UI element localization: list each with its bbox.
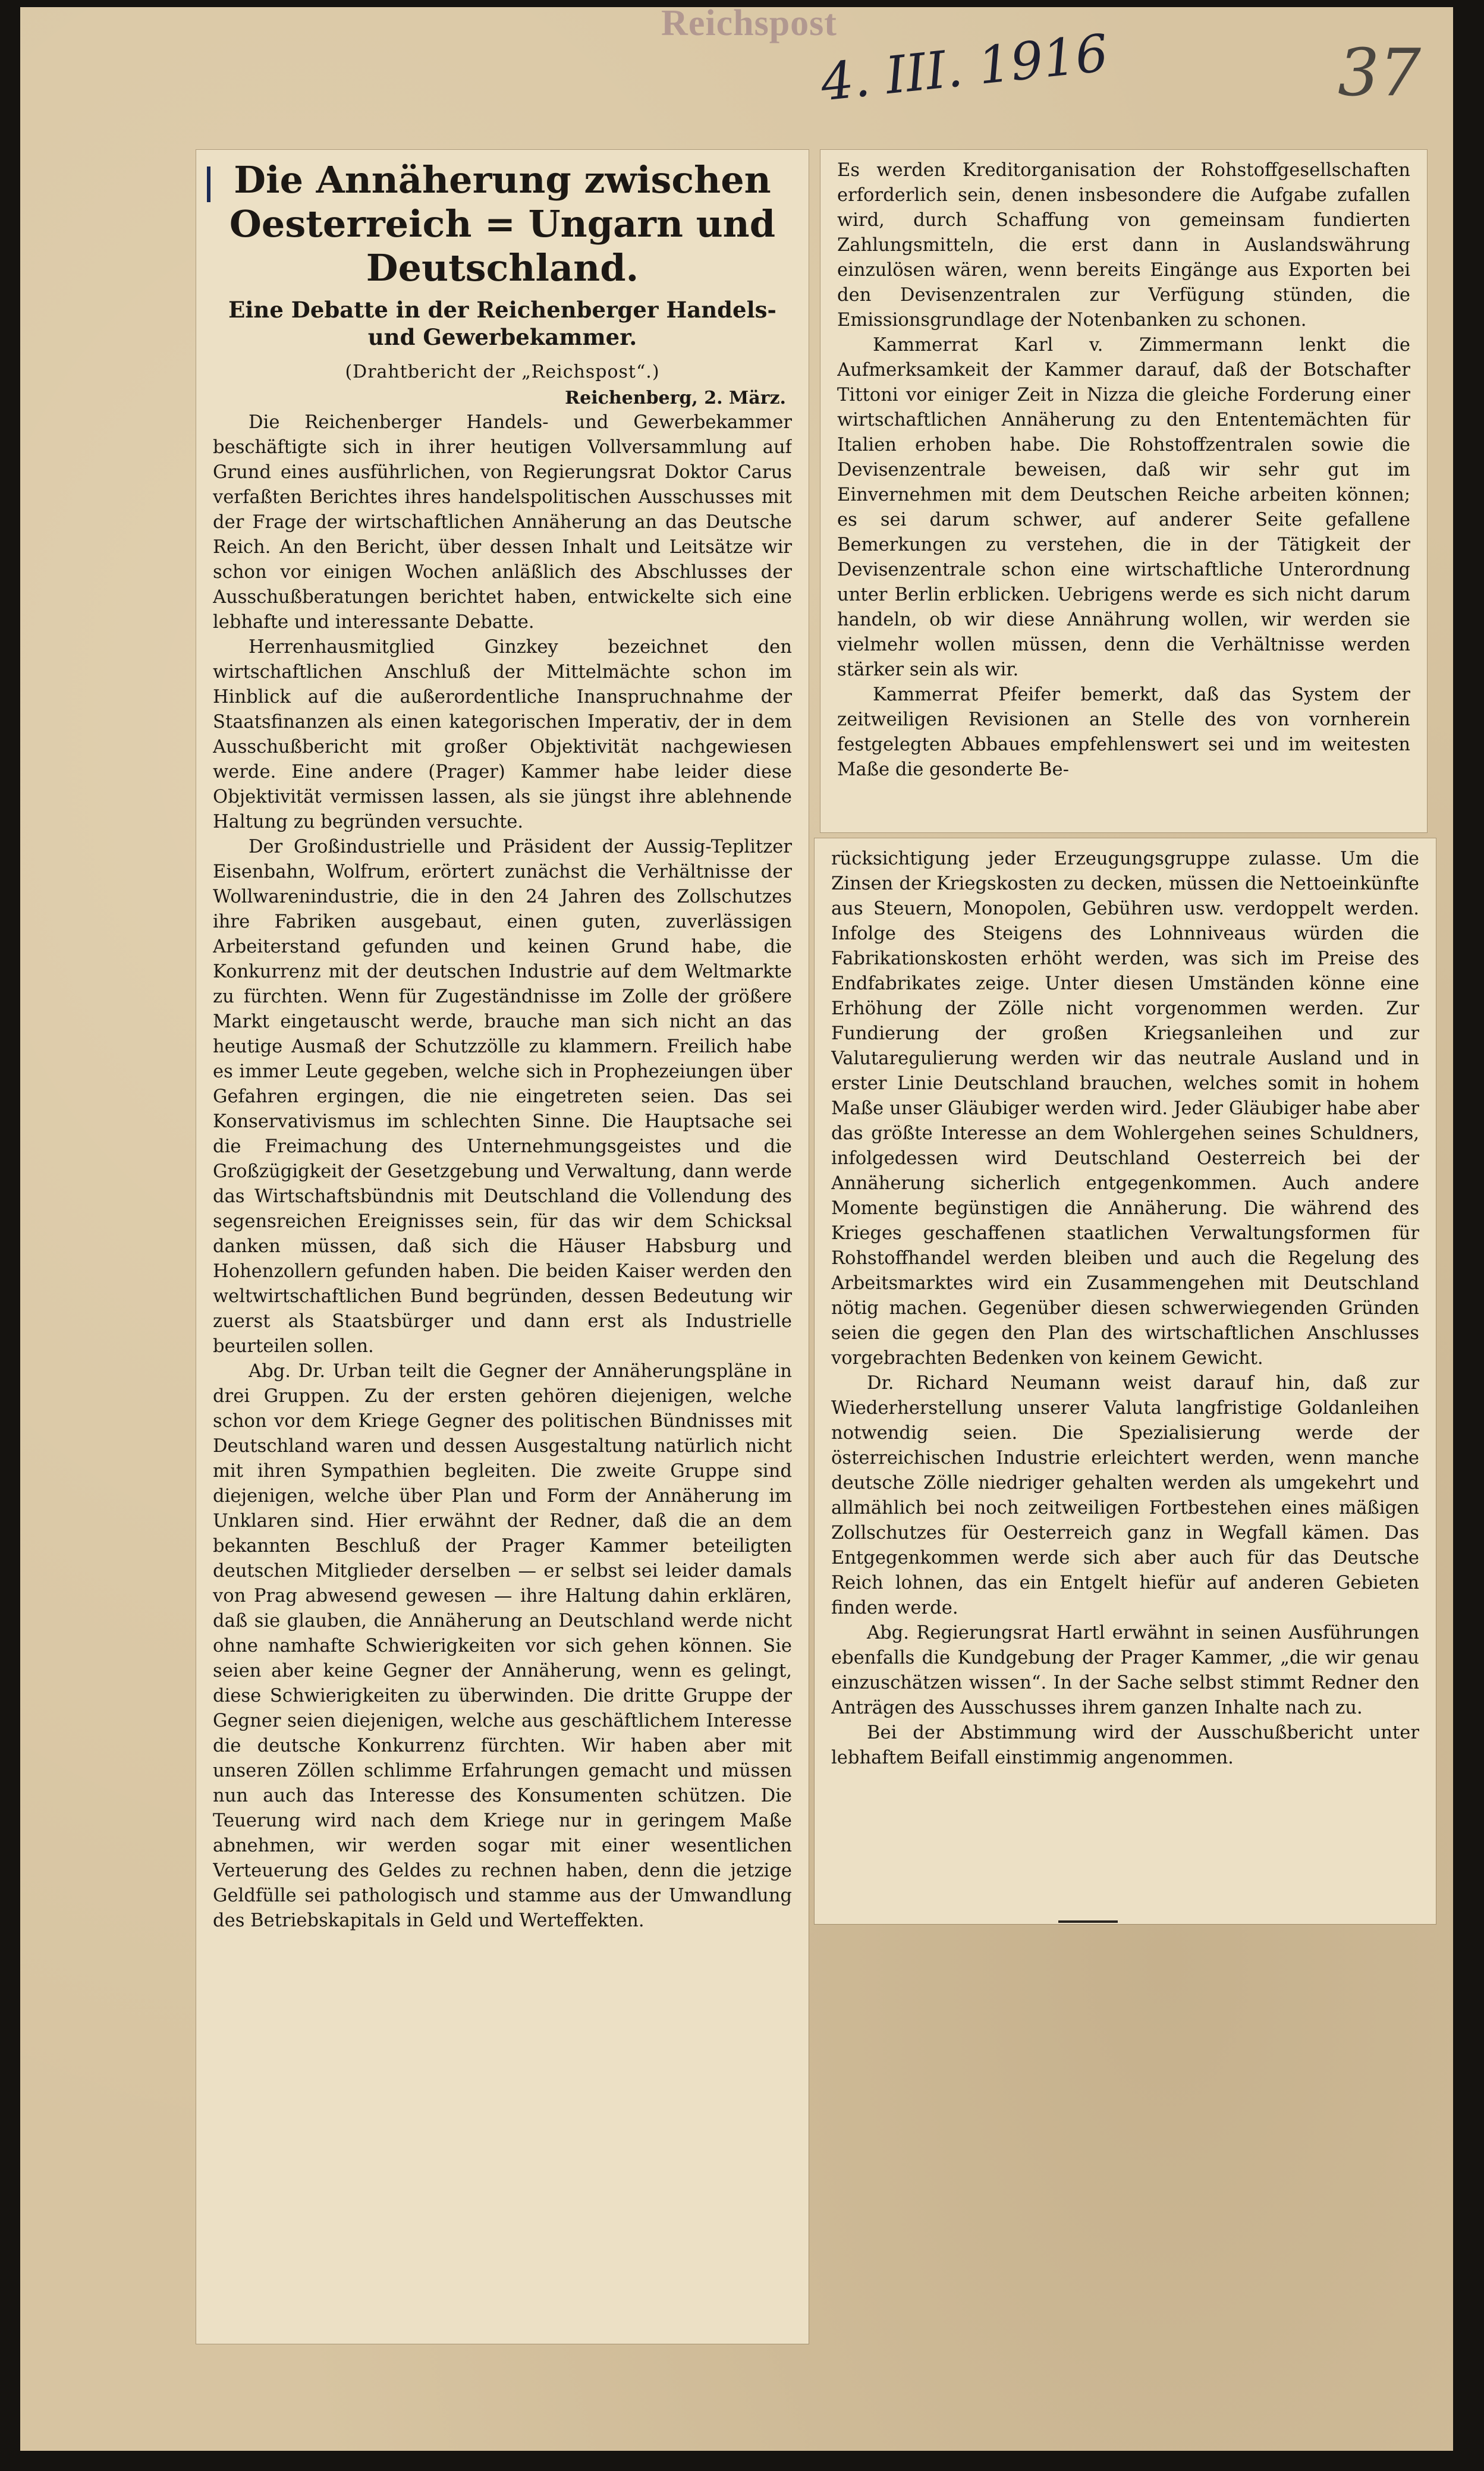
- article-headline: Die Annäherung zwischen Oesterreich = Ungarn und Deutschland.: [229, 158, 776, 290]
- dateline: Reichenberg, 2. März.: [565, 388, 786, 408]
- wire-note: (Drahtbericht der „Reichspost“.): [345, 361, 660, 382]
- paragraph: rücksichtigung jeder Erzeugungsgruppe zulasse. Um die Zinsen der Kriegskosten zu decken, müssen die Nettoeinkünfte aus Steuern, Monopolen, Gebühren usw. verdoppelt werden. Infolge des Steigens des Lohnniveaus würden die Fabrikationskosten erhöht werden, was sich im Preise des Endfabrikates zeige. Unter diesen Umständen könne eine Erhöhung der Zölle nicht vorgenommen werden. Zur Fundierung der großen Kriegsanleihen und zur Valutaregulierung werden wir das neutrale Ausland und in erster Linie Deutschland brauchen, welches somit in hohem Maße unser Gläubiger werden wird. Jeder Gläubiger habe aber das größte Interesse an dem Wohlergehen seines Schuldners, infolgedessen wird Deutschland Oesterreich bei der Annäherung sicherlich entgegenkommen. Auch andere Momente begünstigen die Annäherung. Die während des Krieges geschaffenen staatlichen Verwaltungsformen für Rohstoffhandel werden bleiben und auch die Regelung des Arbeitsmarktes wird ein Zusammengehen mit Deutschland nötig machen. Gegenüber diesen schwerwiegenden Gründen seien die gegen den Plan des wirtschaftlichen Anschlusses vorgebrachten Bedenken von keinem Gewicht.: [831, 848, 1419, 1369]
- clipping-right-top: [820, 150, 1427, 832]
- handwritten-date: 4. III. 1916: [818, 23, 1111, 113]
- margin-ink-mark: [207, 166, 210, 202]
- paragraph: Kammerrat Karl v. Zimmermann lenkt die Aufmerksamkeit der Kammer darauf, daß der Botschafter Tittoni vor einiger Zeit in Nizza die gleiche Forderung einer wirtschaftlichen Annäherung zu den Ententemächten für Italien erhoben habe. Die Rohstoffzentralen sowie die Devisenzentrale beweisen, daß wir sehr gut im Einvernehmen mit dem Deutschen Reiche arbeiten können; es sei darum schwer, auf anderer Seite gefallene Bemerkungen zu verstehen, die in der Tätigkeit der Devisenzentrale schon eine wirtschaftliche Unterordnung unter Berlin erblicken. Uebrigens werde es sich nicht darum handeln, ob wir diese Annährung wollen, wir werden sie vielmehr wollen müssen, denn die Verhältnisse werden stärker sein als wir.: [837, 335, 1410, 680]
- clipping-right-bottom: [815, 838, 1436, 1924]
- clipping-left-column: [196, 150, 809, 2344]
- handwritten-page-number: 37: [1338, 34, 1421, 111]
- newspaper-name-stamp: Reichspost: [661, 3, 837, 43]
- article-subheadline: Eine Debatte in der Reichenberger Handels- und Gewerbekammer.: [228, 297, 776, 350]
- paragraph: Herrenhausmitglied Ginzkey bezeichnet den wirtschaftlichen Anschluß der Mittelmächte schon im Hinblick auf die außerordentliche Inanspruchnahme der Staatsfinanzen als einen kategorischen Imperativ, der in dem Ausschußbericht mit großer Objektivität nachgewiesen werde. Eine andere (Prager) Kammer habe leider diese Objektivität vermissen lassen, als sie jüngst ihre ablehnende Haltung zu begründen versuchte.: [213, 637, 792, 832]
- paragraph: Die Reichenberger Handels- und Gewerbekammer beschäftigte sich in ihrer heutigen Vollversammlung auf Grund eines ausführlichen, von Regierungsrat Doktor Carus verfaßten Berichtes ihres handelspolitischen Ausschusses mit der Frage der wirtschaftlichen Annäherung an das Deutsche Reich. An den Bericht, über dessen Inhalt und Leitsätze wir schon vor einigen Wochen anläßlich des Abschlusses der Ausschußberatungen berichtet haben, entwickelte sich eine lebhafte und interessante Debatte.: [213, 412, 792, 633]
- end-rule: [1058, 1920, 1118, 1923]
- paragraph: Es werden Kreditorganisation der Rohstoffgesellschaften erforderlich sein, denen insbesondere die Aufgabe zufallen wird, durch Schaffung von gemeinsam fundierten Zahlungsmitteln, die erst dann in Auslandswährung einzulösen wären, wenn bereits Eingänge aus Exporten bei den Devisenzentralen zur Verfügung stünden, die Emissionsgrundlage der Notenbanken zu schonen.: [837, 160, 1410, 331]
- paragraph: Abg. Dr. Urban teilt die Gegner der Annäherungspläne in drei Gruppen. Zu der ersten gehören diejenigen, welche schon vor dem Kriege Gegner des politischen Bündnisses mit Deutschland waren und dessen Ausgestaltung natürlich nicht mit ihren Sympathien begleiten. Die zweite Gruppe sind diejenigen, welche über Plan und Form der Annäherung im Unklaren sind. Hier erwähnt der Redner, daß die an dem bekannten Beschluß der Prager Kammer beteiligten deutschen Mitglieder derselben — er selbst sei leider damals von Prag abwesend gewesen — ihre Haltung dahin erklären, daß sie glauben, die Annäherung an Deutschland werde nicht ohne namhafte Schwierigkeiten vor sich gehen können. Sie seien aber keine Gegner der Annäherung, wenn es gelingt, diese Schwierigkeiten zu überwinden. Die dritte Gruppe der Gegner seien diejenigen, welche aus geschäftlichem Interesse die deutsche Konkurrenz fürchten. Wir haben aber mit unseren Zöllen schlimme Erfahrungen gemacht und müssen nun auch das Interesse des Konsumenten schützen. Die Teuerung wird nach dem Kriege nur in geringem Maße abnehmen, wir werden sogar mit einer wesentlichen Verteuerung des Geldes zu rechnen haben, denn die jetzige Geldfülle sei pathologisch und stamme aus der Umwandlung des Betriebskapitals in Geld und Werteffekten.: [213, 1361, 792, 1931]
- paragraph: Abg. Regierungsrat Hartl erwähnt in seinen Ausführungen ebenfalls die Kundgebung der Prager Kammer, „die wir genau einzuschätzen wissen“. In der Sache selbst stimmt Redner den Anträgen des Ausschusses ihrem ganzen Inhalte nach zu.: [831, 1623, 1419, 1718]
- paragraph: Der Großindustrielle und Präsident der Aussig-Teplitzer Eisenbahn, Wolfrum, erörtert zunächst die Verhältnisse der Wollwarenindustrie, die in den 24 Jahren des Zollschutzes ihre Fabriken ausgebaut, einen guten, zuverlässigen Arbeiterstand gefunden und keinen Grund habe, die Konkurrenz mit der deutschen Industrie auf dem Weltmarkte zu fürchten. Wenn für Zugeständnisse im Zolle der größere Markt eingetauscht werde, brauche man sich nicht an das heutige Ausmaß der Schutzzölle zu klammern. Freilich habe es immer Leute gegeben, welche sich in Prophezeiungen über Gefahren ergingen, die nie eingetreten seien. Das sei Konservativismus im schlechten Sinne. Die Hauptsache sei die Freimachung des Unternehmungsgeistes und die Großzügigkeit der Gesetzgebung und Verwaltung, dann werde das Wirtschaftsbündnis mit Deutschland die Vollendung des segensreichen Ereignisses sein, für das wir dem Schicksal danken müssen, daß sich die Häuser Habsburg und Hohenzollern gefunden haben. Die beiden Kaiser werden den weltwirtschaftlichen Bund begründen, dessen Bedeutung wir zuerst als Staatsbürger und dann erst als Industrielle beurteilen sollen.: [213, 837, 792, 1357]
- paragraph: Dr. Richard Neumann weist darauf hin, daß zur Wiederherstellung unserer Valuta langfristige Goldanleihen notwendig seien. Die Spezialisierung werde der österreichischen Industrie erleichtert werden, wenn manche deutsche Zölle niedriger gehalten werden als umgekehrt und allmählich bei noch zeitweiligen Fortbestehen eines mäßigen Zollschutzes für Oesterreich ganz in Wegfall kämen. Das Entgegenkommen werde sich aber auch für das Deutsche Reich lohnen, das ein Entgelt hiefür auf anderen Gebieten finden werde.: [831, 1373, 1419, 1618]
- paragraph: Kammerrat Pfeifer bemerkt, daß das System der zeitweiligen Revisionen an Stelle des von vornherein festgelegten Abbaues empfehlenswert sei und im weitesten Maße die gesonderte Be-: [837, 684, 1410, 780]
- paragraph: Bei der Abstimmung wird der Ausschußbericht unter lebhaftem Beifall einstimmig angenommen.: [831, 1722, 1419, 1768]
